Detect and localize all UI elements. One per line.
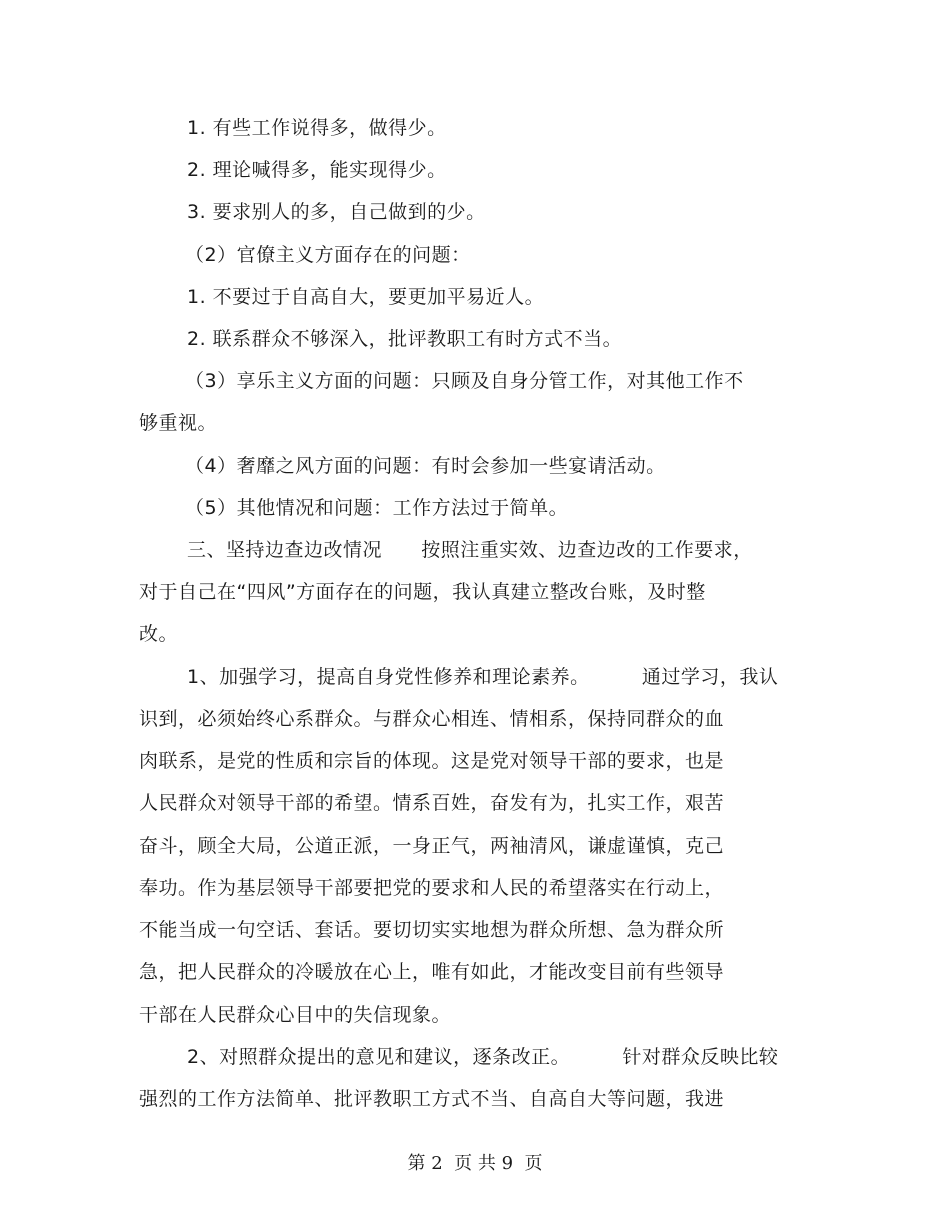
text-line: 急，把人民群众的冷暖放在心上，唯有如此，才能改变目前有些领导 <box>139 961 725 983</box>
text-line: 1. 不要过于自高自大，要更加平易近人。 <box>187 286 545 308</box>
text-line: 1、加强学习，提高自身党性修养和理论素养。 通过学习，我认 <box>187 666 779 688</box>
text-line: 干部在人民群众心目中的失信现象。 <box>139 1004 452 1026</box>
text-line: （5）其他情况和问题：工作方法过于简单。 <box>185 497 569 519</box>
text-line: （4）奢靡之风方面的问题：有时会参加一些宴请活动。 <box>185 455 666 477</box>
text-line: 人民群众对领导干部的希望。情系百姓，奋发有为，扎实工作，艰苦 <box>139 792 725 814</box>
text-line: 3. 要求别人的多，自己做到的少。 <box>187 201 486 223</box>
text-line: 2. 联系群众不够深入，批评教职工有时方式不当。 <box>187 328 623 350</box>
text-line: 不能当成一句空话、套话。要切切实实地想为群众所想、急为群众所 <box>139 919 725 941</box>
text-line: 2. 理论喊得多，能实现得少。 <box>187 159 447 181</box>
text-line: （3）享乐主义方面的问题：只顾及自身分管工作，对其他工作不 <box>185 370 744 392</box>
text-line: 肉联系，是党的性质和宗旨的体现。这是党对领导干部的要求，也是 <box>139 750 725 772</box>
text-line: 改。 <box>139 623 179 645</box>
text-line: 强烈的工作方法简单、批评教职工方式不当、自高自大等问题，我进 <box>139 1088 725 1110</box>
text-line: 三、坚持边查边改情况 按照注重实效、边查边改的工作要求， <box>187 539 753 561</box>
text-line: 对于自己在“四风”方面存在的问题，我认真建立整改台账，及时整 <box>139 581 706 603</box>
page-number-footer: 第 2 页 共 9 页 <box>407 1153 543 1174</box>
text-line: 奉功。作为基层领导干部要把党的要求和人民的希望落实在行动上， <box>139 877 725 899</box>
text-line: 够重视。 <box>139 412 218 434</box>
text-line: （2）官僚主义方面存在的问题： <box>185 244 471 266</box>
text-line: 奋斗，顾全大局，公道正派，一身正气，两袖清风，谦虚谨慎，克己 <box>139 835 725 857</box>
text-line: 2、对照群众提出的意见和建议，逐条改正。 针对群众反映比较 <box>187 1046 779 1068</box>
text-line: 识到，必须始终心系群众。与群众心相连、情相系，保持同群众的血 <box>139 708 725 730</box>
text-line: 1. 有些工作说得多，做得少。 <box>187 117 447 139</box>
